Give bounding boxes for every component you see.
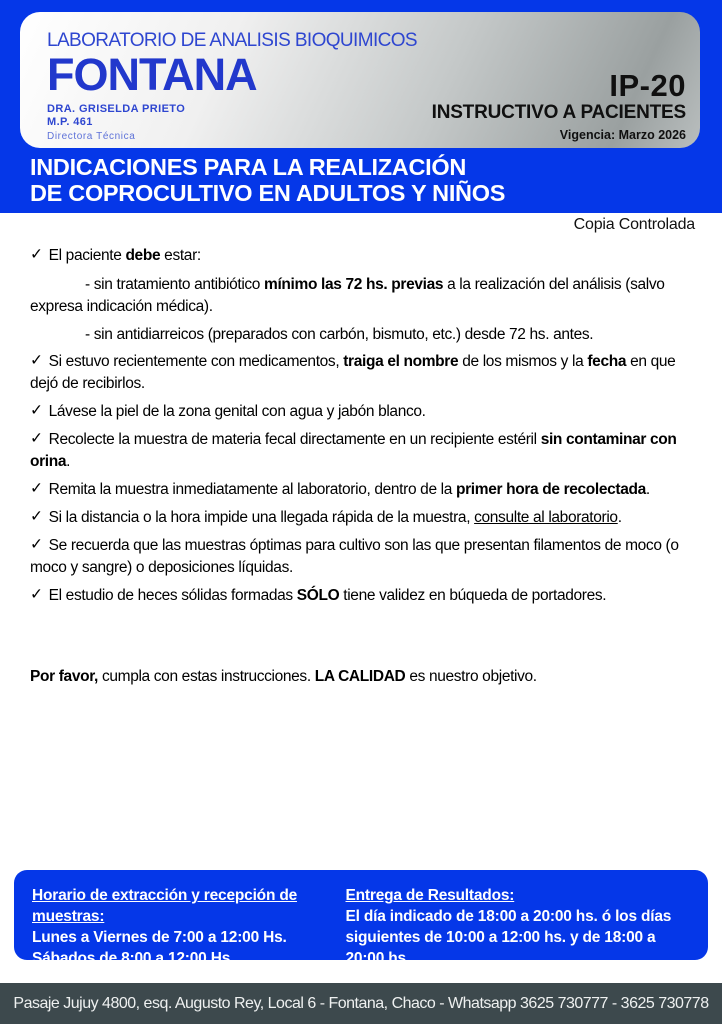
lab-logo — [47, 30, 417, 143]
results-title: Entrega de Resultados: — [345, 887, 515, 904]
document-title — [0, 148, 722, 213]
results-schedule — [345, 885, 693, 967]
check-icon: ✓ — [30, 480, 43, 497]
brand-name: FONTANA — [47, 49, 257, 100]
instruction-item: ✓ Recolecte la muestra de materia fecal directamente en un recipiente estéril sin contaminar con orina. — [30, 430, 677, 470]
schedule-box — [14, 870, 708, 967]
check-icon: ✓ — [30, 352, 43, 369]
results-line-1: El día indicado de 18:00 a 20:00 hs. ó los días — [345, 908, 672, 925]
check-icon: ✓ — [30, 586, 43, 603]
title-line-2: DE COPROCULTIVO EN ADULTOS Y NIÑOS — [30, 180, 506, 206]
check-icon: ✓ — [30, 536, 43, 553]
director-name: DRA. GRISELDA PRIETO — [47, 103, 186, 115]
doc-code: IP-20 — [609, 68, 686, 103]
check-icon: ✓ — [30, 508, 43, 525]
instructions-list — [30, 246, 695, 614]
instruction-item: ✓ El estudio de heces sólidas formadas SÓLO tiene validez en búqueda de portadores. — [30, 586, 607, 604]
doc-type: INSTRUCTIVO A PACIENTES — [431, 102, 686, 123]
check-icon: ✓ — [30, 430, 43, 447]
instruction-item: ✓ Remita la muestra inmediatamente al laboratorio, dentro de la primer hora de recolectada. — [30, 480, 650, 498]
lab-name: LABORATORIO DE ANALISIS BIOQUIMICOS — [47, 30, 418, 51]
instruction-item: ✓ Lávese la piel de la zona genital con agua y jabón blanco. — [30, 402, 426, 420]
extraction-line-1: Lunes a Viernes de 7:00 a 12:00 Hs. — [32, 929, 287, 946]
instruction-item: ✓ El paciente debe estar: — [30, 246, 201, 264]
extraction-line-2: Sábados de 8:00 a 12:00 Hs. — [32, 950, 235, 967]
director-registration: M.P. 461 — [47, 116, 93, 128]
doc-validity: Vigencia: Marzo 2026 — [559, 128, 686, 142]
doc-id-block — [432, 70, 686, 142]
check-icon: ✓ — [30, 246, 43, 263]
extraction-schedule — [32, 885, 346, 967]
closing-note: Por favor, cumpla con estas instrucciones. LA CALIDAD es nuestro objetivo. — [30, 668, 537, 685]
extraction-title: Horario de extracción y recepción de muestras: — [32, 887, 298, 925]
director-title: Directora Técnica — [47, 131, 136, 142]
instruction-item: ✓ Se recuerda que las muestras óptimas para cultivo son las que presentan filamentos de moco (o moco y sangre) o deposiciones líquidas. — [30, 536, 679, 576]
instruction-item: ✓ Si la distancia o la hora impide una llegada rápida de la muestra, consulte al laboratorio. — [30, 508, 622, 526]
address-text: Pasaje Jujuy 4800, esq. Augusto Rey, Local 6 - Fontana, Chaco - Whatsapp 3625 730777 - 3625 730778 — [13, 994, 709, 1012]
check-icon: ✓ — [30, 402, 43, 419]
title-line-1: INDICACIONES PARA LA REALIZACIÓN — [30, 154, 467, 180]
instruction-subitem: - sin tratamiento antibiótico mínimo las 72 hs. previas a la realización del análisis (salvo expresa indicación médica). — [30, 276, 665, 315]
results-line-2: siguientes de 10:00 a 12:00 hs. y de 18:00 a 20:00 hs. — [345, 929, 656, 967]
copy-status: Copia Controlada — [573, 216, 695, 233]
letterhead-card — [20, 12, 700, 148]
instruction-item: ✓ Si estuvo recientemente con medicamentos, traiga el nombre de los mismos y la fecha en que dejó de recibirlos. — [30, 352, 676, 392]
instruction-subitem: - sin antidiarreicos (preparados con carbón, bismuto, etc.) desde 72 hs. antes. — [85, 326, 594, 343]
footer-bar — [0, 983, 722, 1024]
